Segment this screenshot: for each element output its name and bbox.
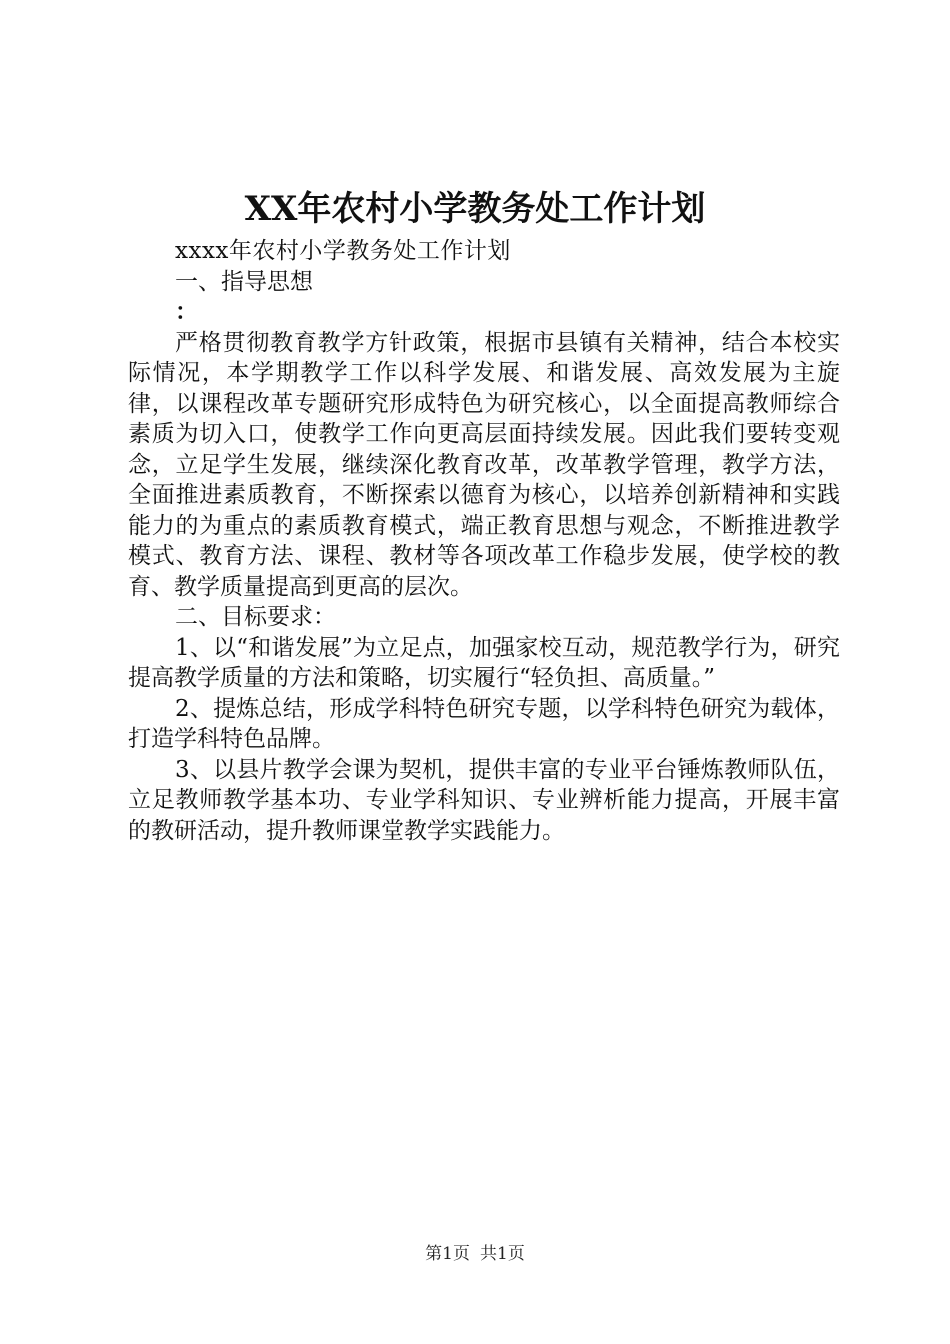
page-footer bbox=[0, 1242, 950, 1266]
goal-item-2: 2、提炼总结，形成学科特色研究专题，以学科特色研究为载体，打造学科特色品牌。 bbox=[128, 695, 840, 752]
goal-item-1: 1、以“和谐发展”为立足点，加强家校互动，规范教学行为，研究提高教学质量的方法和策略，切实履行“轻负担、高质量。” bbox=[128, 634, 840, 691]
section-heading-guiding-ideology: 一、指导思想 bbox=[175, 268, 313, 295]
section-heading-goals: 二、目标要求： bbox=[175, 604, 336, 630]
document-title: XX年农村小学教务处工作计划 bbox=[244, 189, 706, 229]
colon-line: ： bbox=[175, 298, 198, 325]
body-paragraph-guiding-ideology: 严格贯彻教育教学方针政策，根据市县镇有关精神，结合本校实际情况，本学期教学工作以科学发展、和谐发展、高效发展为主旋律，以课程改革专题研究形成特色为研究核心，以全面提高教师综合素质为切入口，使教学工作向更高层面持续发展。因此我们要转变观念，立足学生发展，继续深化教育改革，改革教学管理，教学方法，全面推进素质教育，不断探索以德育为核心，以培养创新精神和实践能力的为重点的素质教育模式，端正教育思想与观念，不断推进教学模式、教育方法、课程、教材等各项改革工作稳步发展，使学校的教育、教学质量提高到更高的层次。 bbox=[128, 329, 840, 600]
page-number-current: 第1页 bbox=[425, 1244, 470, 1264]
goal-item-3: 3、以县片教学会课为契机，提供丰富的专业平台锤炼教师队伍，立足教师教学基本功、专业学科知识、专业辨析能力提高，开展丰富的教研活动，提升教师课堂教学实践能力。 bbox=[128, 756, 840, 844]
subtitle-paragraph: xxxx年农村小学教务处工作计划 bbox=[175, 238, 511, 264]
document-body bbox=[128, 236, 840, 846]
page-number-total: 共1页 bbox=[480, 1244, 525, 1264]
